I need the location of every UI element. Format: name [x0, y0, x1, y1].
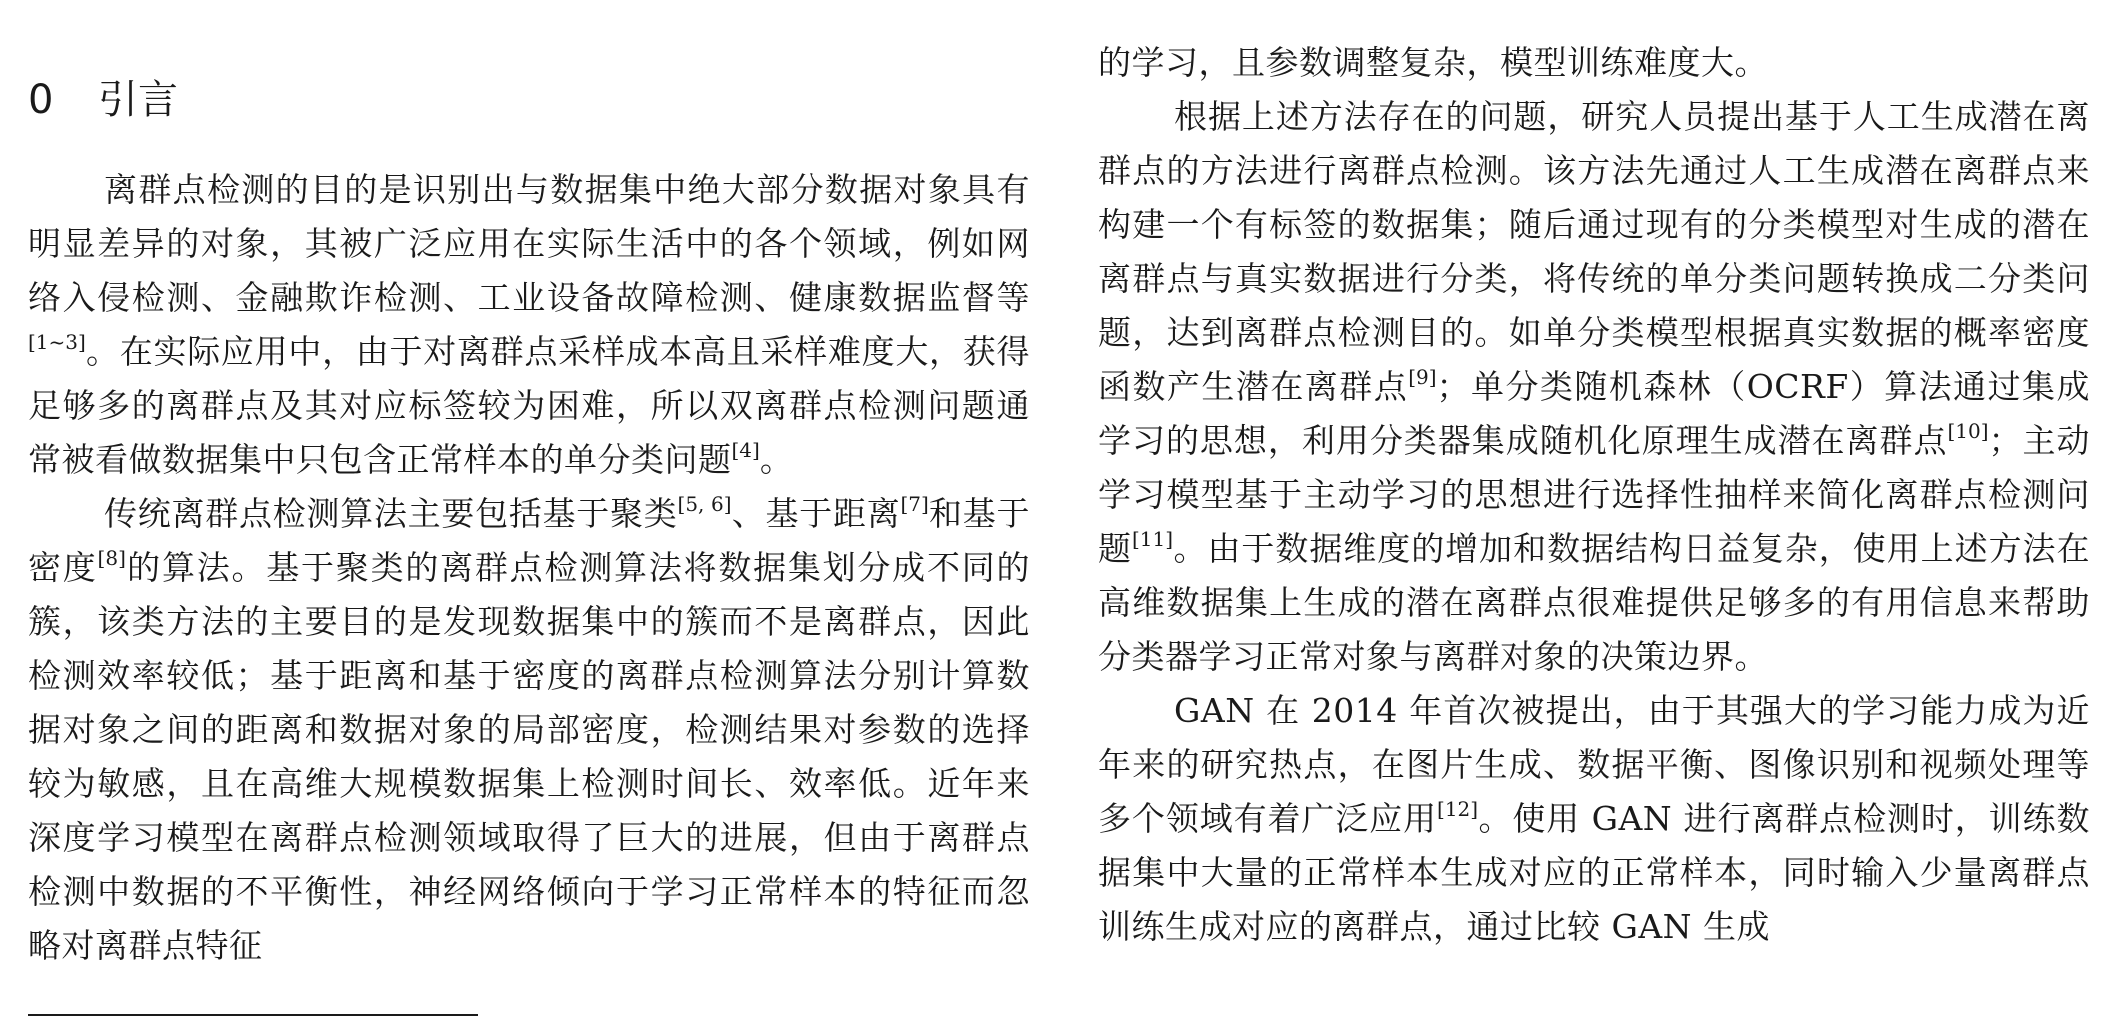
- paragraph-continued: 的学习，且参数调整复杂，模型训练难度大。: [1098, 43, 1768, 82]
- citation: [4]: [731, 438, 760, 462]
- left-column: [28, 163, 1030, 973]
- citation: [8]: [97, 546, 126, 570]
- citation: [12]: [1437, 797, 1479, 821]
- paragraph-intro-1: 离群点检测的目的是识别出与数据集中绝大部分数据对象具有明显差异的对象，其被广泛应用在实际生活中的各个领域，例如网络入侵检测、金融欺诈检测、工业设备故障检测、健康数据监督等[1~3]。在实际应用中，由于对离群点采样成本高且采样难度大，获得足够多的离群点及其对应标签较为困难，所以双离群点检测问题通常被看做数据集中只包含正常样本的单分类问题[4]。: [28, 170, 1030, 479]
- paragraph-intro-4: GAN 在 2014 年首次被提出，由于其强大的学习能力成为近年来的研究热点，在图片生成、数据平衡、图像识别和视频处理等多个领域有着广泛应用[12]。使用 GAN 进行离群点检测时，训练数据集中大量的正常样本生成对应的正常样本，同时输入少量离群点训练生成对应的离群点，通过比较 GAN 生成: [1098, 691, 2090, 946]
- citation: [10]: [1947, 419, 1989, 443]
- section-number: 0: [28, 77, 54, 123]
- section-heading: [28, 70, 178, 130]
- citation: [5, 6]: [677, 492, 732, 516]
- citation: [9]: [1408, 365, 1437, 389]
- citation: [11]: [1131, 527, 1174, 551]
- section-title: 引言: [98, 77, 178, 123]
- right-column: [1098, 36, 2090, 954]
- citation: [1~3]: [28, 330, 86, 354]
- citation: [7]: [900, 492, 929, 516]
- paragraph-intro-2: 传统离群点检测算法主要包括基于聚类[5, 6]、基于距离[7]和基于密度[8]的算法。基于聚类的离群点检测算法将数据集划分成不同的簇，该类方法的主要目的是发现数据集中的簇而不是离群点，因此检测效率较低；基于距离和基于密度的离群点检测算法分别计算数据对象之间的距离和数据对象的局部密度，检测结果对参数的选择较为敏感，且在高维大规模数据集上检测时间长、效率低。近年来深度学习模型在离群点检测领域取得了巨大的进展，但由于离群点检测中数据的不平衡性，神经网络倾向于学习正常样本的特征而忽略对离群点特征: [28, 492, 1031, 965]
- paragraph-intro-3: 根据上述方法存在的问题，研究人员提出基于人工生成潜在离群点的方法进行离群点检测。该方法先通过人工生成潜在离群点来构建一个有标签的数据集；随后通过现有的分类模型对生成的潜在离群点与真实数据进行分类，将传统的单分类问题转换成二分类问题，达到离群点检测目的。如单分类模型根据真实数据的概率密度函数产生潜在离群点[9]；单分类随机森林（OCRF）算法通过集成学习的思想，利用分类器集成随机化原理生成潜在离群点[10]；主动学习模型基于主动学习的思想进行选择性抽样来简化离群点检测问题[11]。由于数据维度的增加和数据结构日益复杂，使用上述方法在高维数据集上生成的潜在离群点很难提供足够多的有用信息来帮助分类器学习正常对象与离群对象的决策边界。: [1098, 97, 2091, 676]
- footnote-divider: [28, 1014, 478, 1016]
